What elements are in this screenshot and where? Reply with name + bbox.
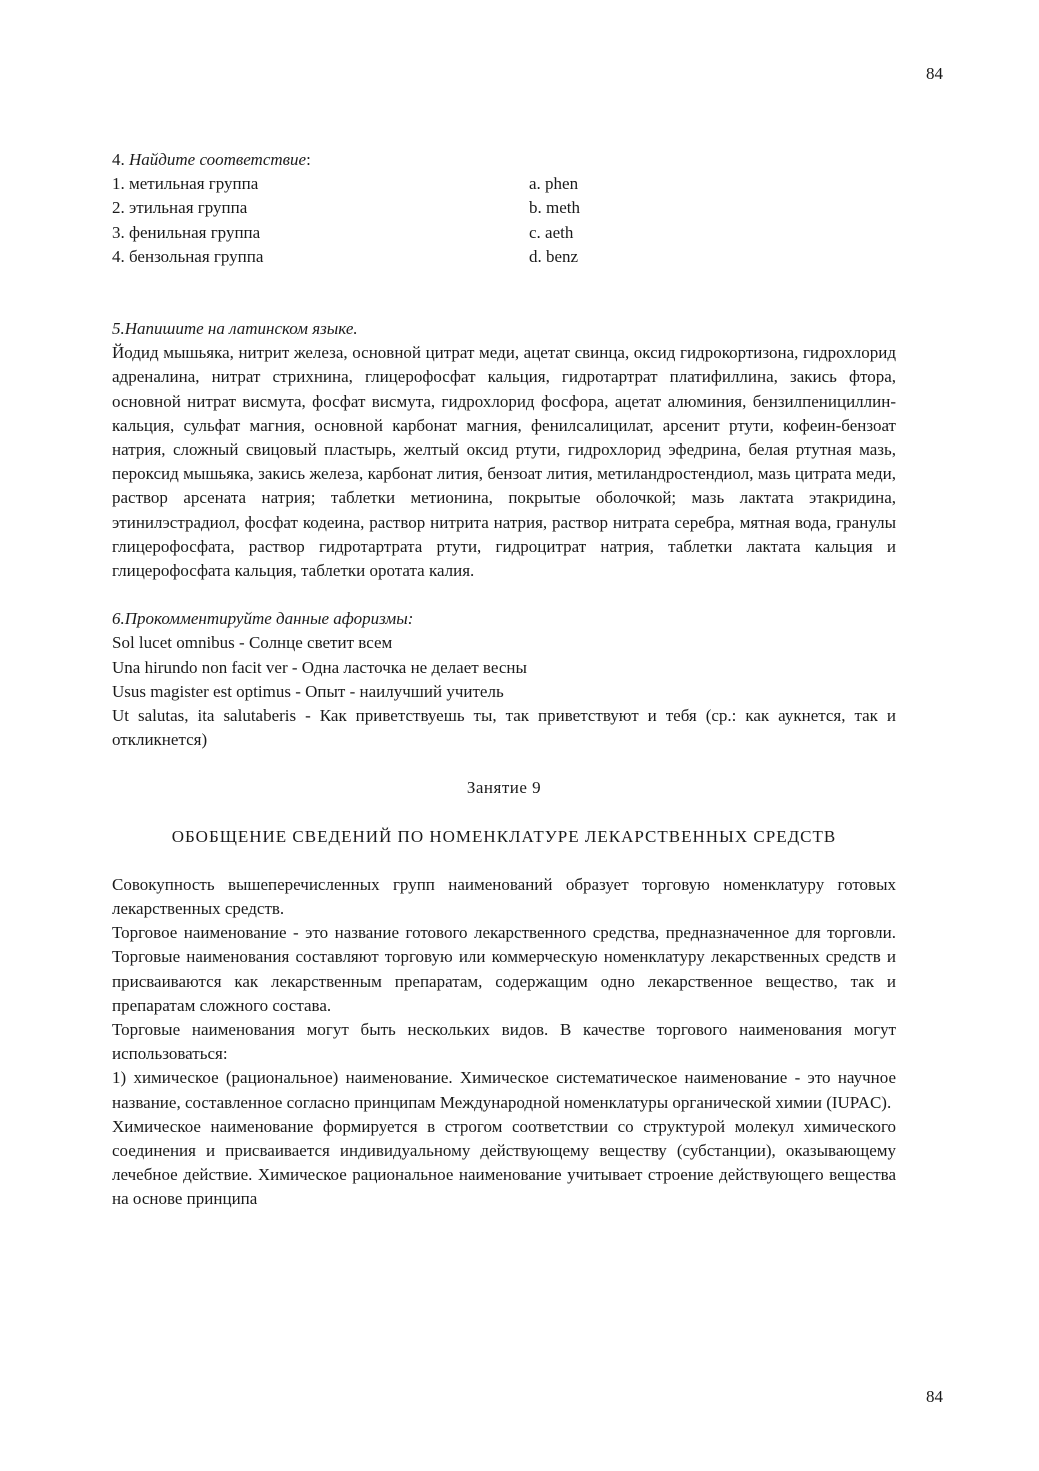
match-right-item: c. aeth bbox=[529, 222, 574, 242]
page-number-top: 84 bbox=[926, 64, 943, 83]
paragraph: Торговые наименования могут быть нескольких видов. В качестве торгового наименования могут использоваться: bbox=[112, 1020, 896, 1064]
match-left-item: 4. бензольная группа bbox=[112, 246, 264, 266]
aphorism-latin: Ut salutas, ita salutaberis bbox=[112, 706, 297, 725]
task5 bbox=[112, 317, 896, 583]
match-right-item: b. meth bbox=[529, 198, 580, 218]
task4 bbox=[112, 148, 896, 269]
match-row bbox=[112, 245, 896, 269]
match-left-item: 2. этильная группа bbox=[112, 198, 248, 218]
task4-colon: : bbox=[306, 150, 311, 169]
match-right-item: d. benz bbox=[529, 246, 579, 266]
aphorism-row bbox=[112, 704, 896, 752]
aphorism-separator: - bbox=[287, 657, 302, 677]
task4-heading bbox=[112, 148, 896, 172]
body-text bbox=[112, 873, 896, 1212]
aphorism-russian: Как приветствуешь ты, так приветствуют и тебя (ср.: как аукнется, так и откликнется) bbox=[112, 706, 896, 750]
paragraph: Совокупность вышеперечисленных групп наименований образует торговую номенклатуру готовых лекарственных средств. bbox=[112, 874, 896, 919]
task6-title: 6.Прокомментируйте данные афоризмы: bbox=[112, 609, 414, 629]
lesson-title: ОБОБЩЕНИЕ СВЕДЕНИЙ ПО НОМЕНКЛАТУРЕ ЛЕКАРСТВЕННЫХ СРЕДСТВ bbox=[171, 826, 837, 846]
paragraph: Химическое наименование формируется в строгом соответствии со структурой молекул химического соединения и присваивается индивидуальному действующему веществу (субстанции), оказывающему лечебное действие. Химическое рациональное наименование учитывает строение действующего вещества на основе принципа bbox=[112, 1116, 896, 1209]
match-list bbox=[112, 172, 896, 269]
aphorism-russian: Опыт - наилучший учитель bbox=[305, 681, 504, 701]
task5-text: Йодид мышьяка, нитрит железа, основной цитрат меди, ацетат свинца, оксид гидрокортизона, гидрохлорид адреналина, нитрат стрихнина, глицерофосфат кальция, гидротартрат платифиллина, закись фтора, основной нитрат висмута, фосфат висмута, гидрохлорид фосфора, ацетат алюминия, бензилпенициллин-кальция, сульфат магния, основной карбонат магния, фенилсалицилат, арсенит ртути, кофеин-бензоат натрия, сложный свицовый пластырь, желтый оксид ртути, гидрохлорид эфедрина, белая ртутная мазь, пероксид мышьяка, закись железа, карбонат лития, бензоат лития, метиландростендиол, мазь цитрата меди, раствор арсената натрия; таблетки метионина, покрытые оболочкой; мазь лактата этакридина, этинилэстрадиол, фосфат кодеина, раствор нитрита натрия, раствор нитрата серебра, мятная вода, гранулы глицерофосфата, раствор гидротартрата ртути, гидроцитрат натрия, таблетки лактата кальция и глицерофосфата кальция, таблетки оротата калия. bbox=[112, 343, 896, 580]
lesson-label: Занятие 9 bbox=[466, 778, 542, 798]
aphorism-row bbox=[112, 656, 896, 680]
aphorism-latin: Una hirundo non facit ver bbox=[112, 657, 288, 677]
aphorism-latin: Usus magister est optimus bbox=[112, 681, 291, 701]
aphorism-latin: Sol lucet omnibus bbox=[112, 633, 235, 653]
match-row bbox=[112, 172, 896, 196]
page-number-bottom: 84 bbox=[926, 1387, 943, 1406]
aphorism-separator: - bbox=[296, 706, 320, 725]
task5-title: 5.Напишите на латинском языке. bbox=[112, 318, 358, 338]
match-left-item: 1. метильная группа bbox=[112, 174, 259, 194]
match-right-item: a. phen bbox=[529, 174, 579, 194]
match-row bbox=[112, 196, 896, 220]
task4-title: Найдите соответствие bbox=[129, 150, 307, 169]
aphorism-russian: Одна ласточка не делает весны bbox=[301, 657, 527, 677]
aphorism-row bbox=[112, 680, 896, 704]
page-content bbox=[112, 148, 896, 1212]
paragraph: Торговое наименование - это название готового лекарственного средства, предназначенное для торговли. Торговые наименования составляют торговую или коммерческую номенклатуру лекарственных средств и присваиваются как лекарственным препаратам, содержащим одно лекарственное вещество, так и препаратам сложного состава. bbox=[112, 923, 896, 1015]
match-row bbox=[112, 221, 896, 245]
paragraph: 1) химическое (рациональное) наименование. Химическое систематическое наименование - это научное название, составленное согласно принципам Международной номенклатуры органической химии (IUPAC). bbox=[112, 1068, 896, 1112]
task4-number: 4. bbox=[112, 150, 125, 169]
aphorism-row bbox=[112, 631, 896, 655]
aphorism-russian: Солнце светит всем bbox=[248, 633, 393, 653]
task6 bbox=[112, 607, 896, 752]
aphorism-separator: - bbox=[234, 633, 249, 653]
aphorism-separator: - bbox=[290, 681, 306, 701]
match-left-item: 3. фенильная группа bbox=[112, 222, 261, 242]
